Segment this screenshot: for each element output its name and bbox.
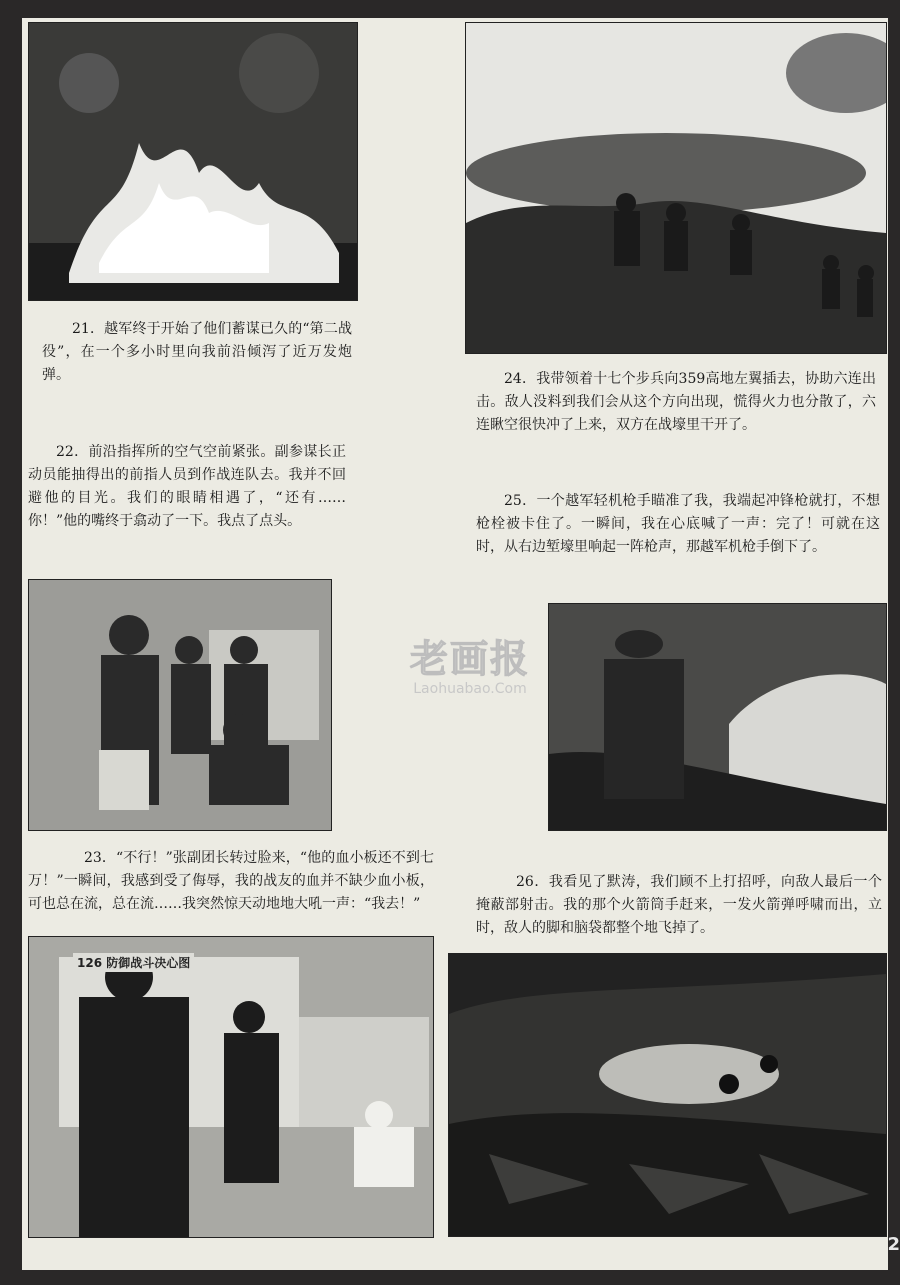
- panel-23-map-room-illustration: [28, 936, 434, 1238]
- watermark-title: 老画报: [409, 637, 530, 681]
- page-number: 2: [887, 1234, 900, 1255]
- map-poster-title: 126 防御战斗决心图: [73, 953, 194, 972]
- panel-21-explosion-illustration: [28, 22, 358, 301]
- panel-22-command-post-illustration: [28, 579, 332, 831]
- watermark: [390, 628, 550, 697]
- panel-24-charge-illustration: [465, 22, 887, 354]
- watermark-subtitle: Laohuabao.Com: [413, 681, 527, 697]
- comic-page: [22, 18, 888, 1270]
- caption-22: 22．前沿指挥所的空气空前紧张。副参谋长正动员能抽得出的前指人员到作战连队去。我并不回避他的目光。我们的眼睛相遇了，“还有……你！”他的嘴终于翕动了一下。我点了点头。: [28, 444, 346, 529]
- caption-21: 21．越军终于开始了他们蓄谋已久的“第二战役”，在一个多小时里向我前沿倾泻了近万发炮弹。: [42, 321, 352, 383]
- panel-26-battlefield-illustration: [448, 953, 887, 1237]
- caption-25: 25．一个越军轻机枪手瞄准了我，我端起冲锋枪就打，不想枪栓被卡住了。一瞬间，我在心底喊了一声：完了！可就在这时，从右边堑壕里响起一阵枪声，那越军机枪手倒下了。: [476, 493, 880, 555]
- caption-26: 26．我看见了默涛，我们顾不上打招呼，向敌人最后一个掩蔽部射击。我的那个火箭筒手赶来，一发火箭弹呼啸而出，立时，敌人的脚和脑袋都整个地飞掉了。: [476, 874, 882, 936]
- caption-23: 23．“不行！”张副团长转过脸来，“他的血小板还不到七万！”一瞬间，我感到受了侮辱，我的战友的血并不缺少血小板，可也总在流，总在流……我突然惊天动地地大吼一声：“我去！”: [28, 850, 434, 912]
- panel-25-trench-illustration: [548, 603, 887, 831]
- caption-24: 24．我带领着十七个步兵向359高地左翼插去，协助六连出击。敌人没料到我们会从这个方向出现，慌得火力也分散了，六连瞅空很快冲了上来，双方在战壕里干开了。: [476, 371, 876, 433]
